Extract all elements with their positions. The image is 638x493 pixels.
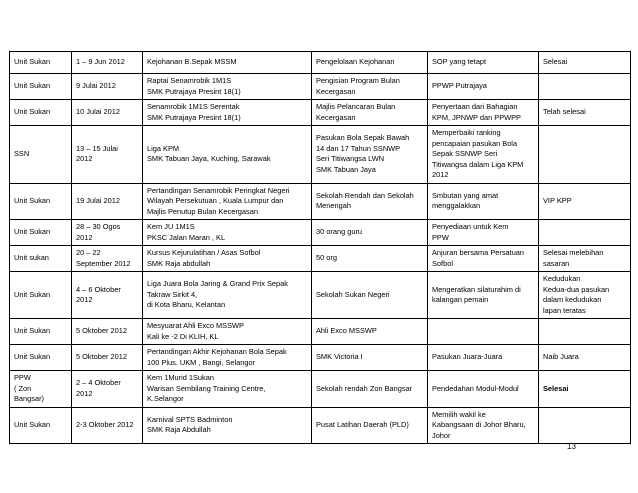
status-cell: Naib Juara [539, 345, 631, 371]
target-cell: Pengisian Program Bulan Kecergasan [312, 74, 428, 100]
date-cell: 9 Julai 2012 [72, 74, 143, 100]
target-cell: Pasukan Bola Sepak Bawah 14 dan 17 Tahun SSNWP Seri Titiwangsa LWN SMK Tabuan Jaya [312, 126, 428, 184]
target-cell: Pengelolaan Kejohanan [312, 52, 428, 74]
activity-cell: Senamrobik 1M1S Serentak SMK Putrajaya Presint 18(1) [143, 100, 312, 126]
unit-cell: Unit Sukan [10, 220, 72, 246]
table-row [10, 345, 631, 371]
unit-cell: Unit Sukan [10, 52, 72, 74]
impact-cell: Penyertaan dari Bahagian KPM, JPNWP dan PPWPP [428, 100, 539, 126]
impact-cell: Pendedahan Modul-Modul [428, 371, 539, 408]
page-number: 13 [567, 442, 576, 451]
activity-cell: Liga Juara Bola Jaring & Grand Prix Sepak Takraw Sirkit 4, di Kota Bharu, Kelantan [143, 272, 312, 319]
target-cell: SMK Victoria I [312, 345, 428, 371]
table-body [10, 52, 631, 444]
impact-cell: Memilih wakil ke Kabangsaan di Johor Bharu, Johor [428, 407, 539, 444]
status-cell [539, 407, 631, 444]
impact-cell: Memperbaiki ranking pencapaian pasukan Bola Sepak SSNWP Seri Titiwangsa dalam Liga KPM 2012 [428, 126, 539, 184]
table-row [10, 126, 631, 184]
status-cell [539, 74, 631, 100]
activity-cell: Kursus Kejurulatihan / Asas Sofbol SMK Raja abdullah [143, 246, 312, 272]
date-cell: 2-3 Oktober 2012 [72, 407, 143, 444]
status-cell: Selesai melebihan sasaran [539, 246, 631, 272]
impact-cell: Pasukan Juara-Juara [428, 345, 539, 371]
unit-cell: SSN [10, 126, 72, 184]
target-cell: Sekolah Sukan Negeri [312, 272, 428, 319]
target-cell: 30 orang guru [312, 220, 428, 246]
impact-cell: Smbutan yang amat menggalakkan [428, 183, 539, 220]
date-cell: 13 – 15 Julai 2012 [72, 126, 143, 184]
target-cell: Sekolah Rendah dan Sekolah Menengah [312, 183, 428, 220]
status-cell: Selesai [539, 52, 631, 74]
activity-cell: Kem JU 1M1S PKSC Jalan Maran , KL [143, 220, 312, 246]
impact-cell: Mengeratkan silaturahim di kalangan pemain [428, 272, 539, 319]
date-cell: 10 Julai 2012 [72, 100, 143, 126]
activity-cell: Kejohanan B.Sepak MSSM [143, 52, 312, 74]
table-row [10, 272, 631, 319]
impact-cell: SOP yang tetapt [428, 52, 539, 74]
status-cell: Selesai [539, 371, 631, 408]
date-cell: 20 – 22 September 2012 [72, 246, 143, 272]
unit-cell: PPW ( Zon Bangsar) [10, 371, 72, 408]
table-row [10, 74, 631, 100]
impact-cell: PPWP Putrajaya [428, 74, 539, 100]
activity-cell: Pertandingan Senamrobik Peringkat Negeri Wilayah Persekutuan , Kuala Lumpur dan Majlis Penutup Bulan Kecergasan [143, 183, 312, 220]
table-row [10, 319, 631, 345]
unit-cell: Unit Sukan [10, 183, 72, 220]
unit-cell: Unit Sukan [10, 74, 72, 100]
activity-cell: Raptai Senamrobik 1M1S SMK Putrajaya Presint 18(1) [143, 74, 312, 100]
status-cell [539, 220, 631, 246]
status-cell: Telah selesai [539, 100, 631, 126]
activity-cell: Pertandingan Akhir Kejohanan Bola Sepak 100 Plus. UKM , Bangi, Selangor [143, 345, 312, 371]
unit-cell: Unit Sukan [10, 345, 72, 371]
target-cell: Pusat Latihan Daerah (PLD) [312, 407, 428, 444]
target-cell: Majlis Pelancaran Bulan Kecergasan [312, 100, 428, 126]
target-cell: Sekolah rendah Zon Bangsar [312, 371, 428, 408]
activity-cell: Mesyuarat Ahli Exco MSSWP Kali ke -2 Di KLIH, KL [143, 319, 312, 345]
table-row [10, 220, 631, 246]
table-row [10, 371, 631, 408]
unit-cell: Unit Sukan [10, 272, 72, 319]
status-cell [539, 319, 631, 345]
status-cell: VIP KPP [539, 183, 631, 220]
table-row [10, 407, 631, 444]
impact-cell [428, 319, 539, 345]
date-cell: 28 – 30 Ogos 2012 [72, 220, 143, 246]
table-row [10, 183, 631, 220]
date-cell: 5 Oktober 2012 [72, 345, 143, 371]
activity-table [9, 51, 631, 444]
status-cell [539, 126, 631, 184]
activity-cell: Liga KPM SMK Tabuan Jaya, Kuching, Sarawak [143, 126, 312, 184]
unit-cell: Unit sukan [10, 246, 72, 272]
target-cell: 50 org [312, 246, 428, 272]
date-cell: 1 – 9 Jun 2012 [72, 52, 143, 74]
table-row [10, 246, 631, 272]
table-row [10, 52, 631, 74]
unit-cell: Unit Sukan [10, 407, 72, 444]
activity-cell: Karnival SPTS Badminton SMK Raja Abdullah [143, 407, 312, 444]
unit-cell: Unit Sukan [10, 100, 72, 126]
target-cell: Ahli Exco MSSWP [312, 319, 428, 345]
status-cell: Kedudukan Kedua-dua pasukan dalam kedudukan lapan teratas [539, 272, 631, 319]
impact-cell: Penyediaan untuk Kem PPW [428, 220, 539, 246]
impact-cell: Anjuran bersama Persatuan Sofbol [428, 246, 539, 272]
date-cell: 5 Oktober 2012 [72, 319, 143, 345]
date-cell: 4 – 6 Oktober 2012 [72, 272, 143, 319]
table-row [10, 100, 631, 126]
activity-cell: Kem 1Murid 1Sukan Warisan Sembilang Training Centre, K.Selangor [143, 371, 312, 408]
unit-cell: Unit Sukan [10, 319, 72, 345]
date-cell: 19 Julai 2012 [72, 183, 143, 220]
date-cell: 2 – 4 Oktober 2012 [72, 371, 143, 408]
